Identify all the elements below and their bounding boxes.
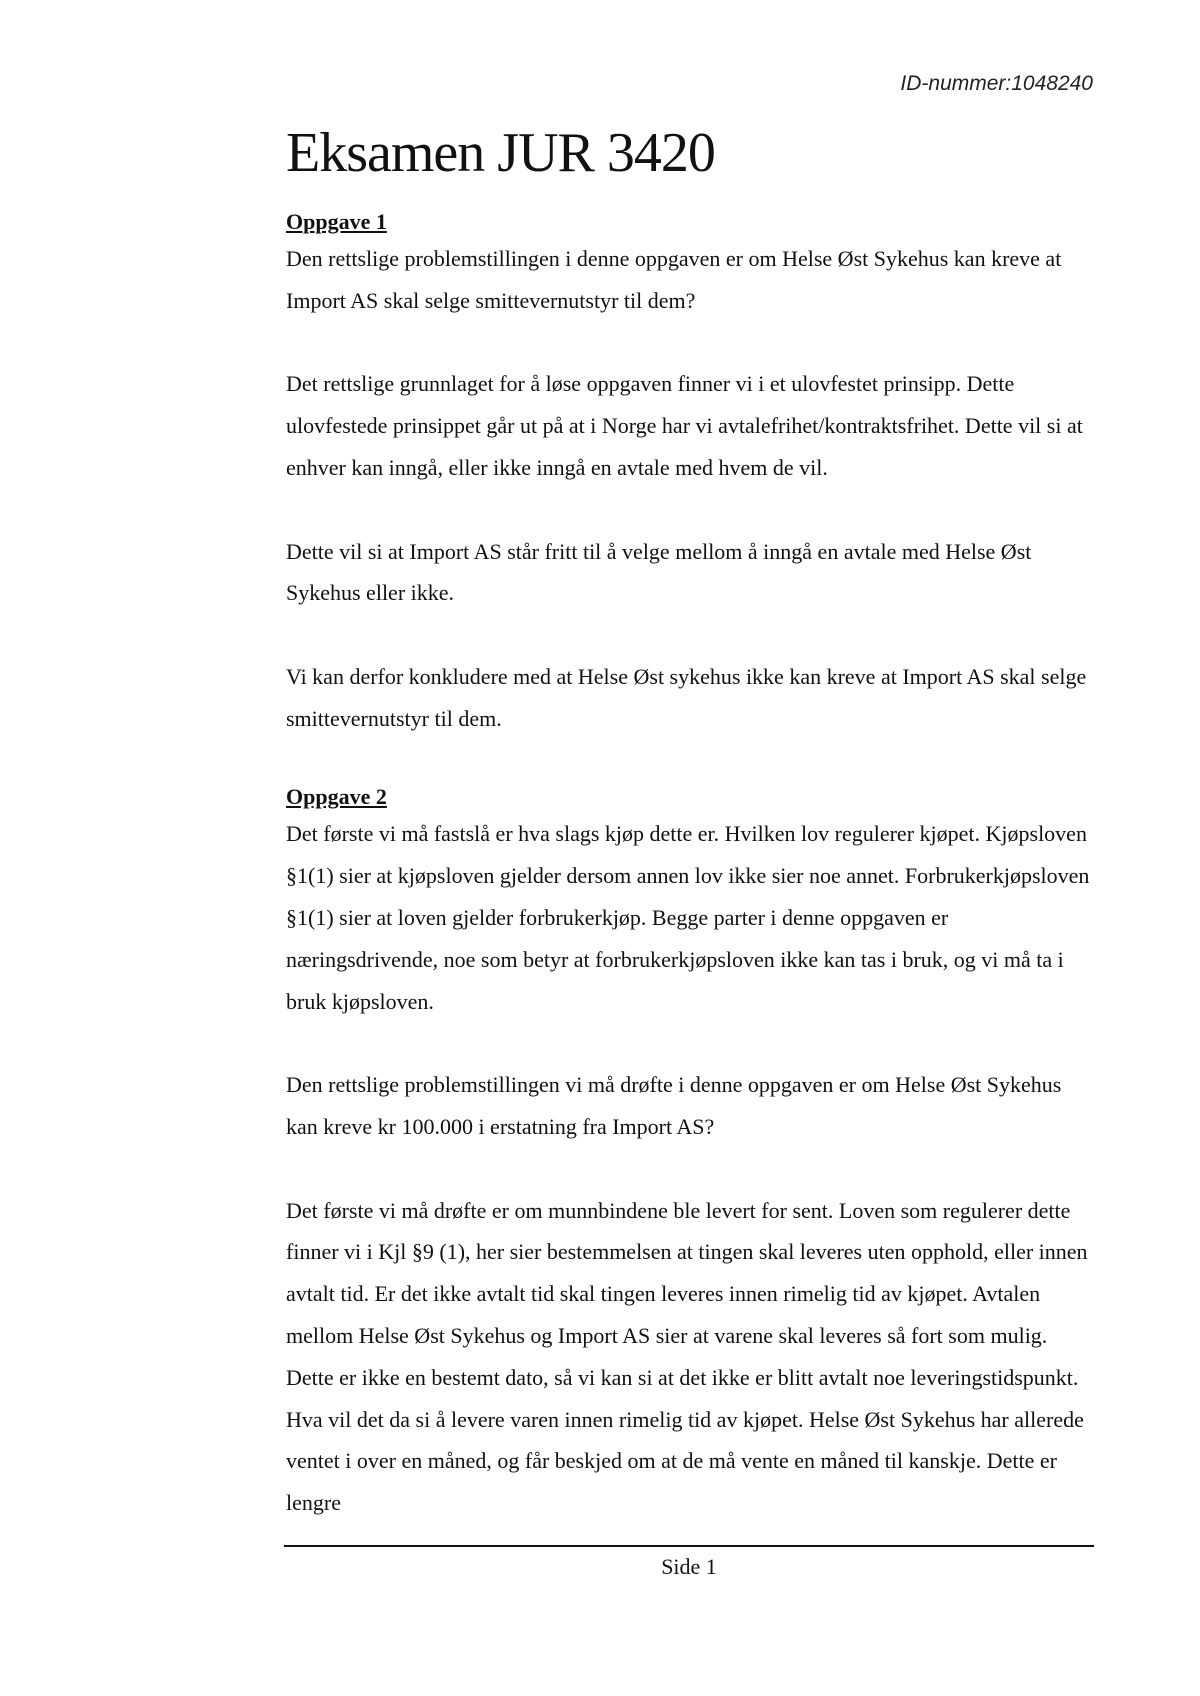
document-body — [286, 118, 1096, 1524]
paragraph-gap — [286, 1148, 1096, 1190]
paragraph-gap — [286, 322, 1096, 364]
paragraph: Den rettslige problemstillingen i denne oppgaven er om Helse Øst Sykehus kan kreve at Import AS skal selge smittevernutstyr til dem? — [286, 246, 1062, 313]
page-number: Side 1 — [661, 1554, 717, 1579]
id-number: ID-nummer:1048240 — [900, 72, 1093, 95]
document-title: Eksamen JUR 3420 — [286, 122, 715, 184]
section-heading: Oppgave 1 — [286, 209, 387, 234]
section-oppgave-2 — [286, 781, 1096, 1524]
paragraph: Vi kan derfor konkludere med at Helse Øst sykehus ikke kan kreve at Import AS skal selge smittevernutstyr til dem. — [286, 663, 1087, 731]
paragraph: Dette vil si at Import AS står fritt til å velge mellom å inngå en avtale med Helse Øst Sykehus eller ikke. — [286, 538, 1032, 606]
paragraph: Det første vi må drøfte er om munnbindene ble levert for sent. Loven som regulerer dette finner vi i Kjl §9 (1), her sier bestemmelsen at tingen skal leveres uten opphold, eller innen avtalt tid. Er det ikke avtalt tid skal tingen leveres innen rimelig tid av kjøpet. Avtalen mellom Helse Øst Sykehus og Import AS sier at varene skal leveres så fort som mulig. Dette er ikke en bestemt dato, så vi kan si at det ikke er blitt avtalt noe leveringstidspunkt. Hva vil det da si å levere varen innen rimelig tid av kjøpet. Helse Øst Sykehus har allerede ventet i over en måned, og får beskjed om at de må vente en måned til kanskje. Dette er lengre — [286, 1197, 1088, 1516]
paragraph: Det første vi må fastslå er hva slags kjøp dette er. Hvilken lov regulerer kjøpet. Kjøpsloven §1(1) sier at kjøpsloven gjelder dersom annen lov ikke sier noe annet. Forbrukerkjøpsloven §1(1) sier at loven gjelder forbrukerkjøp. Begge parter i denne oppgaven er næringsdrivende, noe som betyr at forbrukerkjøpsloven ikke kan tas i bruk, og vi må ta i bruk kjøpsloven. — [286, 821, 1090, 1014]
paragraph-gap — [286, 1022, 1096, 1064]
paragraph-gap — [286, 489, 1096, 531]
paragraph: Det rettslige grunnlaget for å løse oppgaven finner vi i et ulovfestet prinsipp. Dette ulovfestede prinsippet går ut på at i Norge har vi avtalefrihet/kontraktsfrihet. Dette vil si at enhver kan inngå, eller ikke inngå en avtale med hvem de vil. — [286, 371, 1083, 480]
section-oppgave-1 — [286, 206, 1096, 781]
section-heading: Oppgave 2 — [286, 784, 387, 810]
paragraph-gap — [286, 740, 1096, 782]
paragraph-gap — [286, 614, 1096, 656]
paragraph: Den rettslige problemstillingen vi må drøfte i denne oppgaven er om Helse Øst Sykehus kan kreve kr 100.000 i erstatning fra Import AS? — [286, 1072, 1062, 1139]
footer-divider — [284, 1545, 1094, 1547]
